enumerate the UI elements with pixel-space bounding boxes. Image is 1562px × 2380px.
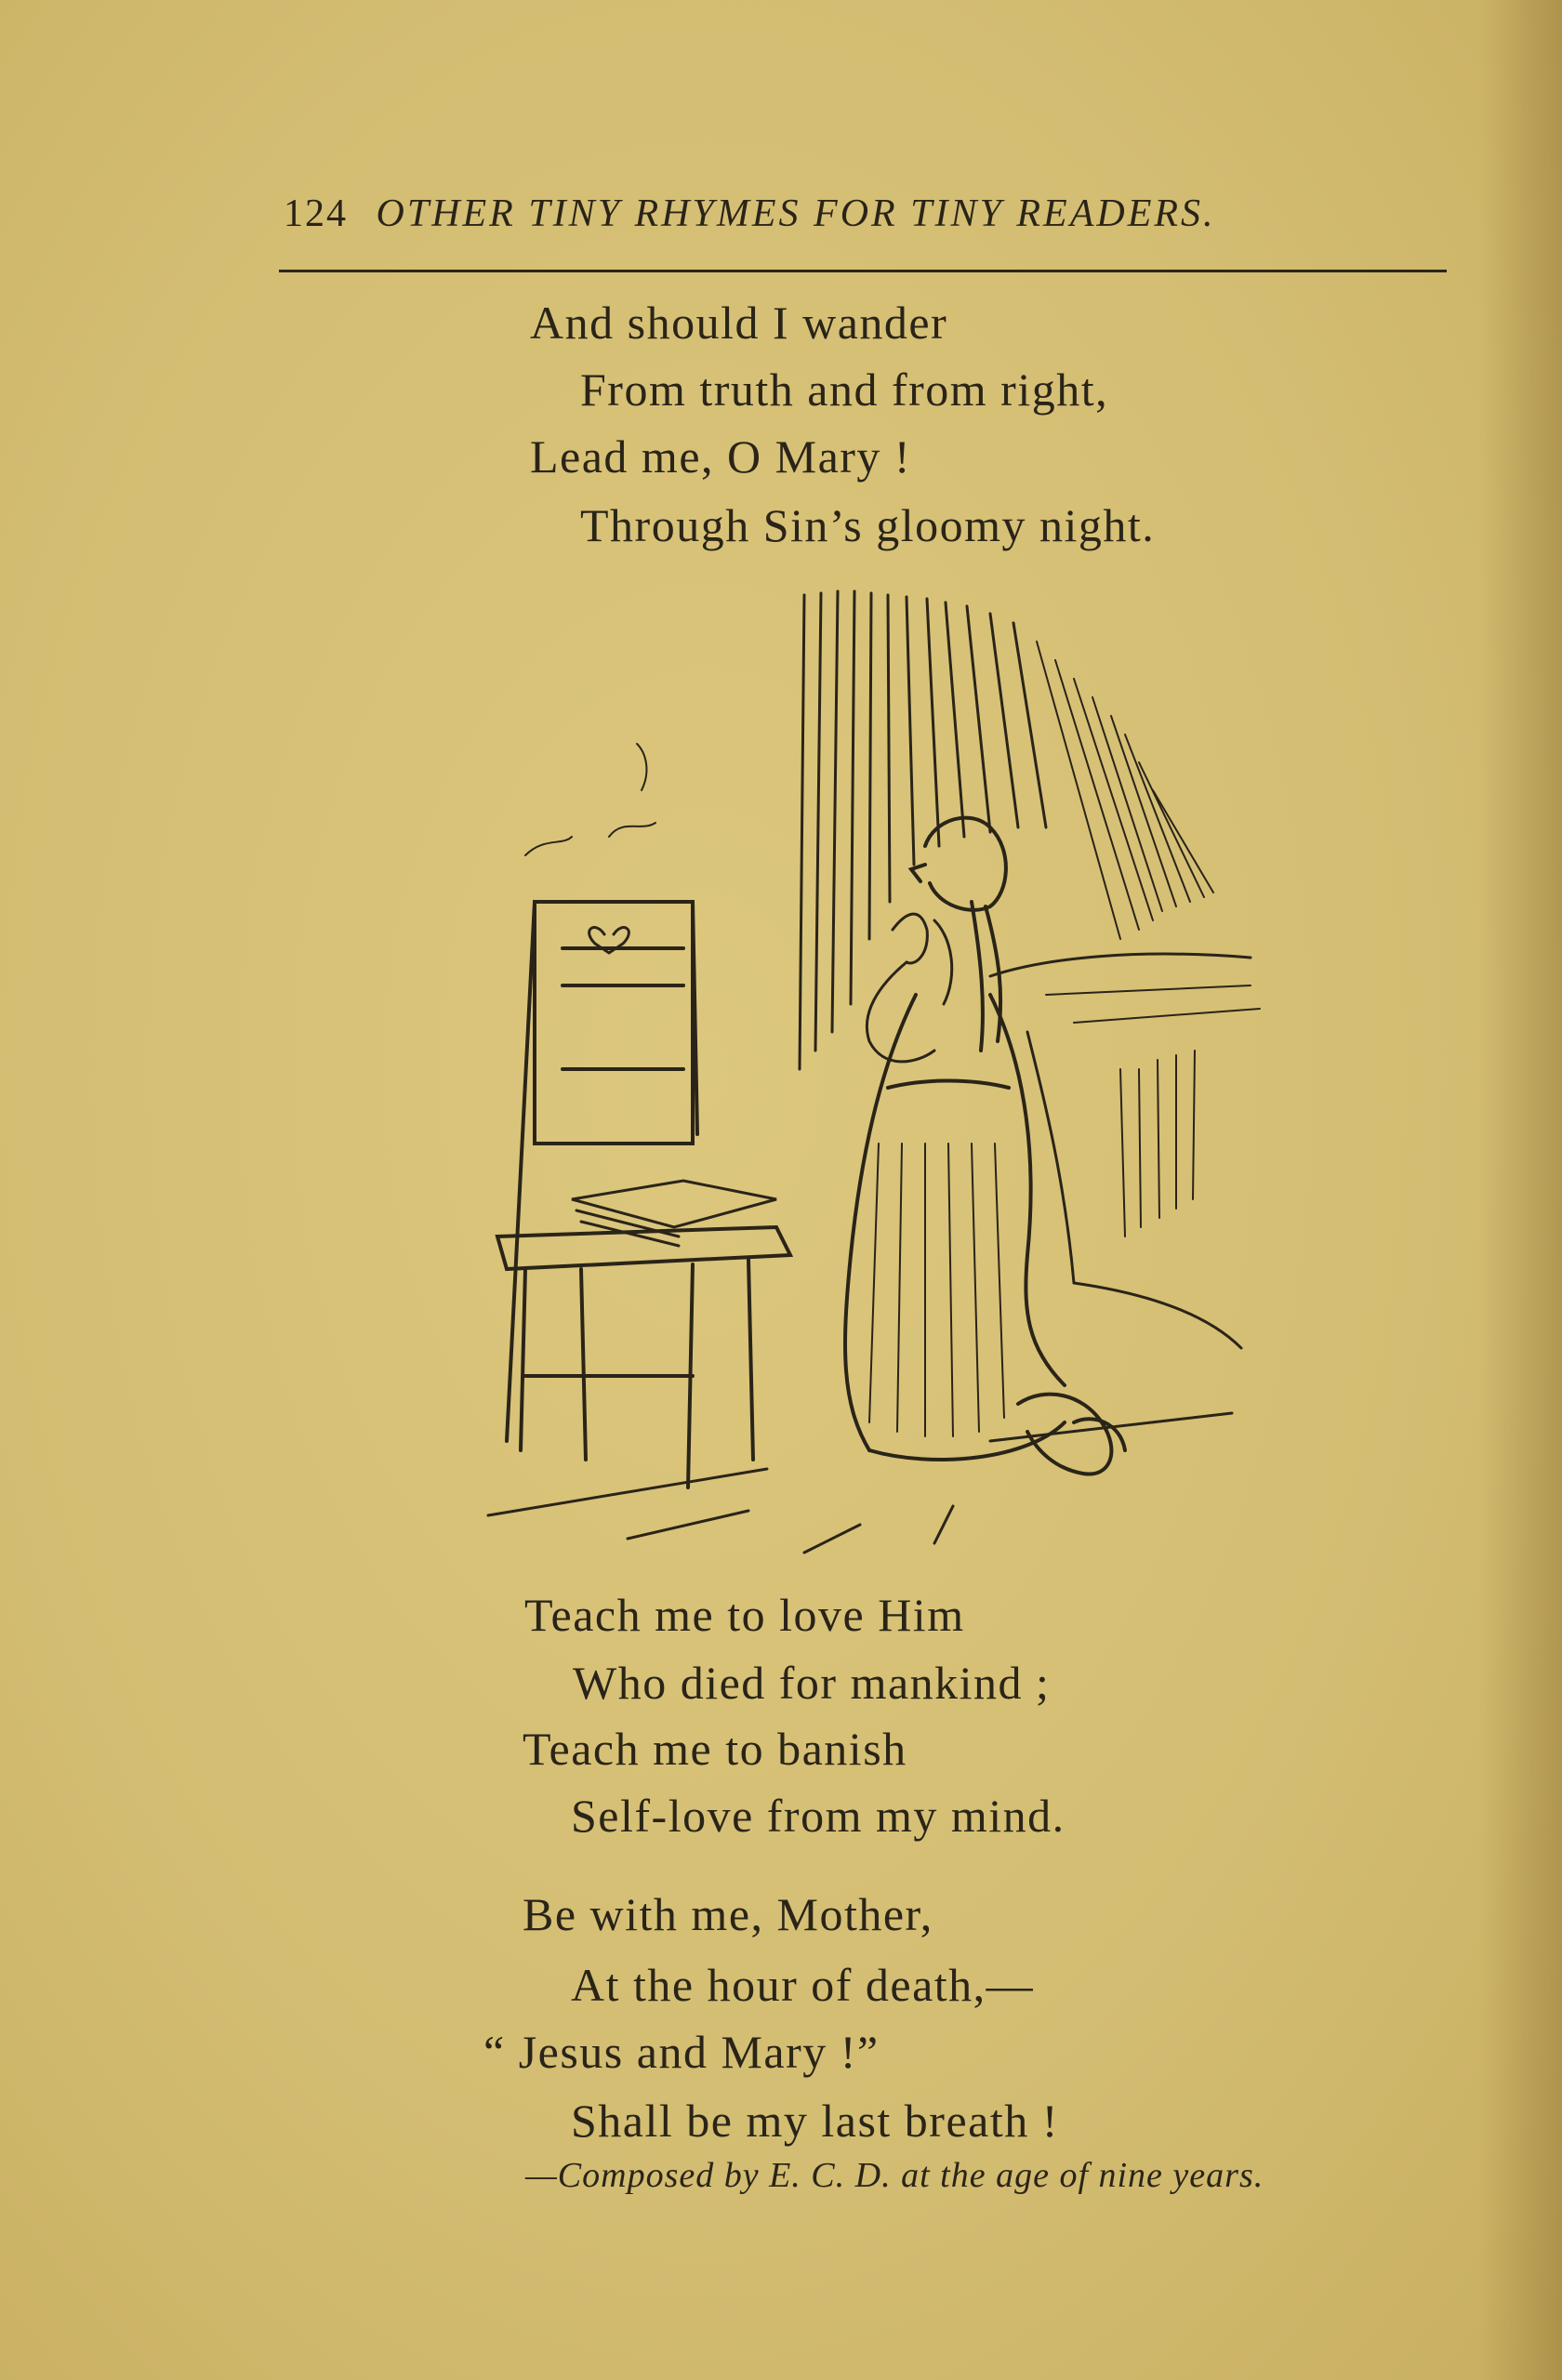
- header-rule: [279, 270, 1447, 272]
- poem-line: And should I wander: [530, 297, 948, 349]
- poem-line: Teach me to banish: [523, 1723, 907, 1775]
- poem-line: Through Sin’s gloomy night.: [580, 499, 1156, 551]
- poem-line: Self-love from my mind.: [571, 1790, 1066, 1842]
- poem-line: Teach me to love Him: [524, 1589, 965, 1641]
- poem-line: At the hour of death,—: [571, 1959, 1035, 2011]
- running-header: [284, 192, 1446, 236]
- running-title: OTHER TINY RHYMES FOR TINY READERS.: [376, 192, 1216, 235]
- poem-line: Lead me, O Mary !: [530, 430, 912, 483]
- praying-girl-illustration: [470, 586, 1288, 1571]
- poem-line: “ Jesus and Mary !”: [483, 2026, 880, 2078]
- poem-line: Be with me, Mother,: [523, 1888, 933, 1940]
- poem-line: Who died for mankind ;: [573, 1657, 1051, 1709]
- page-number: 124: [284, 192, 348, 235]
- poem-line: Shall be my last breath !: [571, 2095, 1059, 2147]
- poem-line: From truth and from right,: [580, 364, 1109, 416]
- author-credit: —Composed by E. C. D. at the age of nine years.: [525, 2156, 1264, 2195]
